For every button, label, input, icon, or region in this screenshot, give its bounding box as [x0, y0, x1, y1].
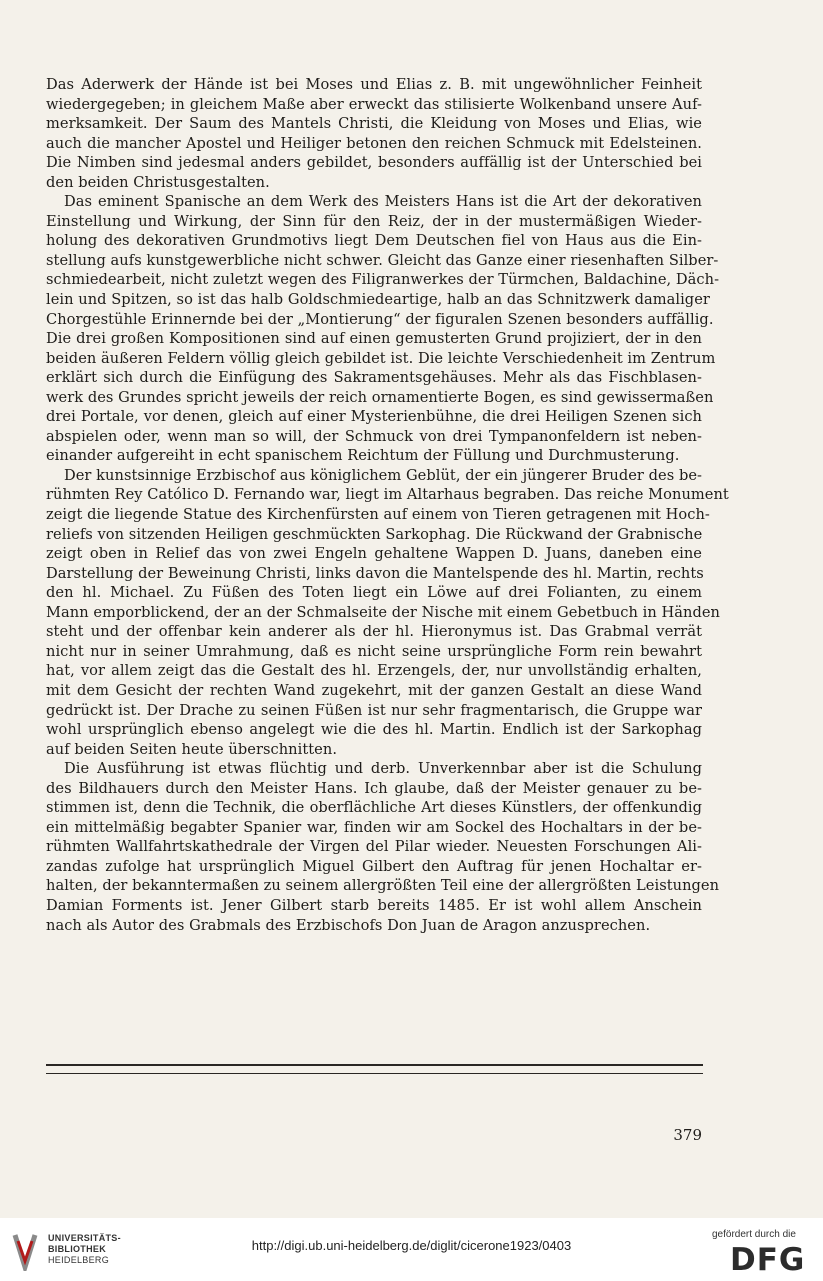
text-line: Einstellung und Wirkung, der Sinn für den Reiz, der in der mustermäßigen Wieder- [46, 212, 702, 230]
text-line: rühmten Rey Católico D. Fernando war, liegt im Altarhaus begraben. Das reiche Monument [46, 486, 729, 504]
text-line: drei Portale, vor denen, gleich auf einer Mysterienbühne, die drei Heiligen Szenen sich [46, 408, 702, 426]
text-line: merksamkeit. Der Saum des Mantels Christi, die Kleidung von Moses und Elias, wie [46, 115, 702, 133]
text-line: den beiden Christusgestalten. [46, 173, 270, 191]
text-line: rühmten Wallfahrtskathedrale der Virgen del Pilar wieder. Neuesten Forschungen Ali- [46, 838, 702, 856]
body-text [46, 75, 729, 935]
text-line: holung des dekorativen Grundmotivs liegt Dem Deutschen fiel von Haus aus die Ein- [46, 232, 702, 250]
source-url-link[interactable]: http://digi.ub.uni-heidelberg.de/diglit/cicerone1923/0403 [251, 1238, 572, 1253]
library-name-line2: BIBLIOTHEK [48, 1244, 106, 1254]
text-line: Die Nimben sind jedesmal anders gebildet, besonders auffällig ist der Unterschied bei [46, 154, 702, 172]
text-line: nicht nur in seiner Umrahmung, daß es nicht seine ursprüngliche Form rein bewahrt [46, 642, 702, 660]
text-line: Die Ausführung ist etwas flüchtig und derb. Unverkennbar aber ist die Schulung [64, 760, 702, 778]
text-line: stimmen ist, denn die Technik, die oberflächliche Art dieses Künstlers, der offenkundig [46, 799, 702, 817]
library-name-line1: UNIVERSITÄTS- [48, 1233, 121, 1243]
sponsor-caption: gefördert durch die [712, 1229, 796, 1240]
text-line: hat, vor allem zeigt das die Gestalt des hl. Erzengels, der, nur unvollständig erhalten, [46, 662, 702, 680]
text-line: ein mittelmäßig begabter Spanier war, finden wir am Sockel des Hochaltars in der be- [46, 818, 702, 836]
text-line: zeigt oben in Relief das von zwei Engeln gehaltene Wappen D. Juans, daneben eine [46, 545, 702, 563]
footer-rule-thin [46, 1073, 703, 1074]
text-line: Damian Forments ist. Jener Gilbert starb bereits 1485. Er ist wohl allem Anschein [46, 896, 702, 914]
text-line: steht und der offenbar kein anderer als der hl. Hieronymus ist. Das Grabmal verrät [46, 623, 702, 641]
text-line: den hl. Michael. Zu Füßen des Toten liegt ein Löwe auf drei Folianten, zu einem [46, 584, 702, 602]
text-line: beiden äußeren Feldern völlig gleich gebildet ist. Die leichte Verschiedenheit im Zentrum [46, 349, 716, 367]
text-line: abspielen oder, wenn man so will, der Schmuck von drei Tympanonfeldern ist neben- [46, 427, 702, 445]
library-name-line3: HEIDELBERG [48, 1255, 110, 1265]
text-line: einander aufgereiht in echt spanischem Reichtum der Füllung und Durchmusterung. [46, 447, 680, 465]
text-line: halten, der bekanntermaßen zu seinem allergrößten Teil eine der allergrößten Leistungen [46, 877, 720, 895]
text-line: zeigt die liegende Statue des Kirchenfürsten auf einem von Tieren getragenen mit Hoch- [46, 506, 710, 524]
text-line: wohl ursprünglich ebenso angelegt wie die des hl. Martin. Endlich ist der Sarkophag [46, 721, 702, 739]
text-line: stellung aufs kunstgewerbliche nicht schwer. Gleicht das Ganze einer riesenhaften Silber- [46, 251, 719, 269]
text-line: wiedergegeben; in gleichem Maße aber erweckt das stilisierte Wolkenband unsere Auf- [46, 95, 702, 113]
text-line: reliefs von sitzenden Heiligen geschmückten Sarkophag. Die Rückwand der Grabnische [46, 525, 703, 543]
text-line: des Bildhauers durch den Meister Hans. Ich glaube, daß der Meister genauer zu be- [46, 779, 702, 797]
text-line: lein und Spitzen, so ist das halb Goldschmiedeartige, halb an das Schnitzwerk damaliger [46, 291, 710, 309]
text-line: zandas zufolge hat ursprünglich Miguel Gilbert den Auftrag für jenen Hochaltar er- [46, 857, 702, 875]
text-line: Chorgestühle Erinnernde bei der „Montierung“ der figuralen Szenen besonders auffällig. [46, 310, 714, 328]
text-line: nach als Autor des Grabmals des Erzbischofs Don Juan de Aragon anzusprechen. [46, 916, 651, 934]
text-line: Die drei großen Kompositionen sind auf einen gemusterten Grund projiziert, der in den [46, 330, 702, 348]
dfg-logo: DFG [730, 1242, 806, 1278]
text-line: werk des Grundes spricht jeweils der reich ornamentierte Bogen, es sind gewissermaßen [46, 388, 714, 406]
text-line: Darstellung der Beweinung Christi, links davon die Mantelspende des hl. Martin, rechts [46, 564, 704, 582]
digitization-footer [0, 1218, 823, 1281]
text-line: schmiedearbeit, nicht zuletzt wegen des Filigranwerkes der Türmchen, Baldachine, Däch- [46, 271, 720, 289]
text-line: Der kunstsinnige Erzbischof aus königlichem Geblüt, der ein jüngerer Bruder des be- [64, 466, 702, 484]
text-line: mit dem Gesicht der rechten Wand zugekehrt, mit der ganzen Gestalt an diese Wand [46, 681, 702, 699]
footer-rule-thick [46, 1064, 703, 1066]
text-line: auf beiden Seiten heute überschnitten. [46, 740, 338, 758]
text-line: Das eminent Spanische an dem Werk des Meisters Hans ist die Art der dekorativen [64, 193, 702, 211]
page-number: 379 [673, 1126, 702, 1144]
text-line: erklärt sich durch die Einfügung des Sakramentsgehäuses. Mehr als das Fischblasen- [46, 369, 702, 387]
text-line: auch die mancher Apostel und Heiliger betonen den reichen Schmuck mit Edelsteinen. [46, 134, 702, 152]
text-line: gedrückt ist. Der Drache zu seinen Füßen ist nur sehr fragmentarisch, die Gruppe war [46, 701, 702, 719]
text-line: Mann emporblickend, der an der Schmalseite der Nische mit einem Gebetbuch in Händen [46, 603, 720, 621]
text-line: Das Aderwerk der Hände ist bei Moses und Elias z. B. mit ungewöhnlicher Feinheit [46, 76, 702, 93]
